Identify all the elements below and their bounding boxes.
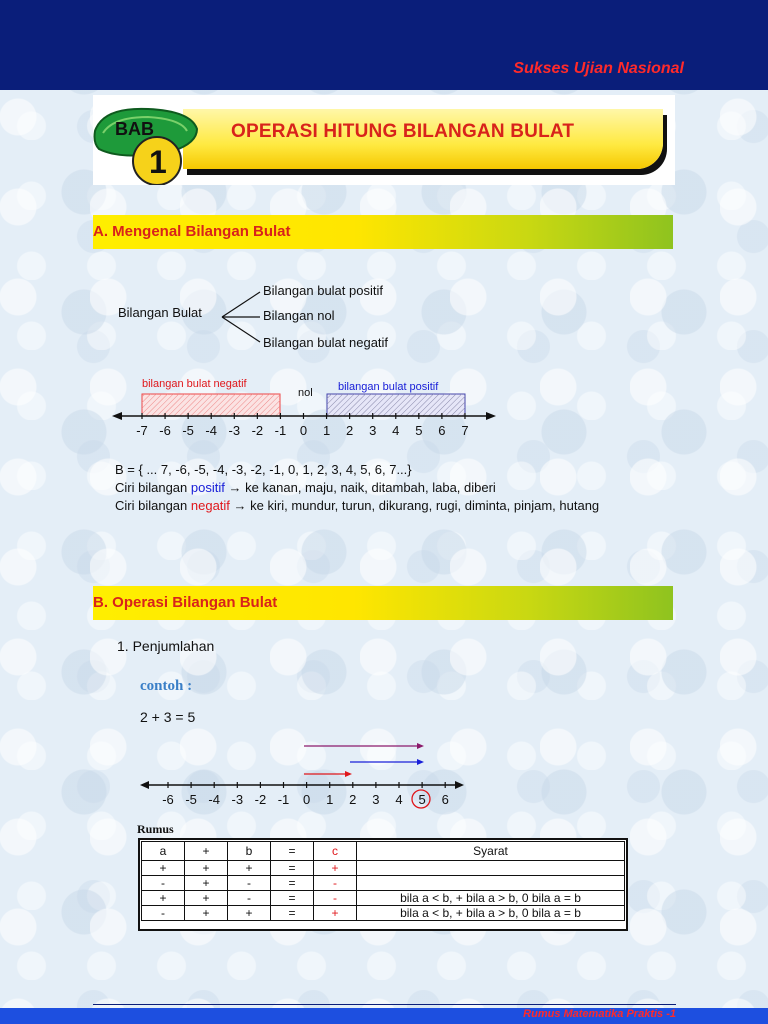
header-bar <box>0 0 768 90</box>
header-brand: Sukses Ujian Nasional <box>513 60 684 77</box>
table-cell: + <box>142 861 185 876</box>
table-cell: - <box>228 876 271 891</box>
arrow-left-icon <box>140 781 149 789</box>
number-line-a-tick-label: -7 <box>136 423 148 438</box>
zero-label: nol <box>298 387 313 399</box>
header-cell: a <box>142 842 185 861</box>
negative-region-label: bilangan bulat negatif <box>142 378 247 390</box>
number-line-b-tick-label: -1 <box>277 792 290 807</box>
header-cell: + <box>185 842 228 861</box>
number-line-b-tick-label: 5 <box>418 792 426 807</box>
tree-branch-positive: Bilangan bulat positif <box>263 283 383 298</box>
table-cell: bila a < b, + bila a > b, 0 bila a = b <box>357 906 625 921</box>
section-b-heading: B. Operasi Bilangan Bulat <box>93 594 278 611</box>
table-cell: + <box>228 906 271 921</box>
tree-branch-zero: Bilangan nol <box>263 308 335 323</box>
number-line-b-tick-label: -3 <box>231 792 244 807</box>
table-cell: + <box>185 906 228 921</box>
table-cell: + <box>185 861 228 876</box>
table-cell: = <box>271 891 314 906</box>
chapter-banner <box>93 95 675 185</box>
header-cell: b <box>228 842 271 861</box>
table-header-row <box>142 842 625 861</box>
header-cell: Syarat <box>357 842 625 861</box>
table-cell: - <box>314 891 357 906</box>
number-line-a-tick-label: -5 <box>182 423 194 438</box>
table-cell: - <box>142 906 185 921</box>
number-line-b-tick-label: 0 <box>302 792 311 807</box>
integer-set-line: B = { ... 7, -6, -5, -4, -3, -2, -1, 0, 1, 2, 3, 4, 5, 6, 7...} <box>115 462 412 477</box>
rumus-table <box>141 841 625 921</box>
tree-branch-negative: Bilangan bulat negatif <box>263 335 389 350</box>
tree-root-label: Bilangan Bulat <box>118 305 202 320</box>
table-cell: + <box>185 891 228 906</box>
number-line-b-tick-label: 2 <box>349 792 357 807</box>
number-line-a-tick-label: 1 <box>322 423 331 438</box>
number-line-a-tick-label: 4 <box>392 423 400 438</box>
table-cell: + <box>142 891 185 906</box>
number-line-a-tick-label: -3 <box>228 423 241 438</box>
negative-prefix: Ciri bilangan <box>115 498 191 513</box>
table-cell <box>357 876 625 891</box>
number-line-b-tick-label: -2 <box>254 792 267 807</box>
table-row <box>142 891 625 906</box>
number-line-a-tick-label: -4 <box>205 423 217 438</box>
table-cell <box>357 861 625 876</box>
number-line-b-tick-label: 4 <box>395 792 403 807</box>
tree-brace-icon <box>220 288 266 346</box>
header-cell: c <box>314 842 357 861</box>
chapter-title: OPERASI HITUNG BILANGAN BULAT <box>231 121 575 142</box>
number-line-a-tick-label: 0 <box>299 423 308 438</box>
arrow-right-icon <box>486 412 496 420</box>
bab-badge-icon <box>93 103 203 185</box>
section-a-header <box>93 215 673 249</box>
number-line-a-tick-label: 2 <box>346 423 354 438</box>
section-a-heading: A. Mengenal Bilangan Bulat <box>93 223 291 240</box>
table-cell: - <box>228 891 271 906</box>
positive-suffix: → ke kanan, maju, naik, ditambah, laba, diberi <box>224 480 496 495</box>
integer-number-line <box>110 372 500 442</box>
table-cell: + <box>228 861 271 876</box>
positive-word: positif <box>190 480 225 495</box>
number-line-a-tick-label: -6 <box>159 423 171 438</box>
number-line-b-tick-label: -6 <box>162 792 174 807</box>
footer-divider <box>93 1004 676 1005</box>
table-cell: = <box>271 906 314 921</box>
header-cell: = <box>271 842 314 861</box>
addition-number-line <box>138 734 468 814</box>
bab-badge-label: BAB <box>115 119 154 139</box>
number-line-a-tick-label: 5 <box>415 423 423 438</box>
number-line-b-tick-label: -5 <box>185 792 197 807</box>
example-equation: 2 + 3 = 5 <box>140 709 196 725</box>
number-line-b-tick-label: 6 <box>441 792 449 807</box>
number-line-b-tick-label: 1 <box>326 792 334 807</box>
arrow-left-icon <box>112 412 122 420</box>
positive-prefix: Ciri bilangan <box>115 480 191 495</box>
table-cell: - <box>142 876 185 891</box>
footer-bar <box>0 1008 768 1024</box>
arrow-right-icon <box>455 781 464 789</box>
table-cell: bila a < b, + bila a > b, 0 bila a = b <box>357 891 625 906</box>
item-penjumlahan: 1. Penjumlahan <box>117 638 215 654</box>
table-row <box>142 906 625 921</box>
table-cell: + <box>185 876 228 891</box>
bab-badge-number: 1 <box>149 144 167 180</box>
table-cell: = <box>271 861 314 876</box>
table-cell: + <box>314 861 357 876</box>
number-line-a-tick-label: 7 <box>461 423 469 438</box>
table-cell: + <box>314 906 357 921</box>
number-line-a-tick-label: -1 <box>274 423 287 438</box>
footer-text: Rumus Matematika Praktis -1 <box>523 1008 676 1020</box>
table-row <box>142 861 625 876</box>
number-line-b-tick-label: 3 <box>372 792 380 807</box>
table-cell: - <box>314 876 357 891</box>
table-row <box>142 876 625 891</box>
positive-region-label: bilangan bulat positif <box>338 381 439 393</box>
number-line-a-tick-label: 3 <box>369 423 377 438</box>
negative-word: negatif <box>190 498 230 513</box>
negative-characteristics <box>115 497 675 515</box>
section-b-header <box>93 586 673 620</box>
rumus-table-frame <box>138 838 628 931</box>
negative-suffix: → ke kiri, mundur, turun, dikurang, rugi, diminta, pinjam, hutang <box>229 498 600 513</box>
rumus-label: Rumus <box>137 822 174 836</box>
number-line-a-tick-label: 6 <box>438 423 446 438</box>
number-line-b-tick-label: -4 <box>208 792 220 807</box>
positive-characteristics <box>115 479 675 497</box>
example-label: contoh : <box>140 678 193 694</box>
table-cell: = <box>271 876 314 891</box>
number-line-a-tick-label: -2 <box>251 423 264 438</box>
